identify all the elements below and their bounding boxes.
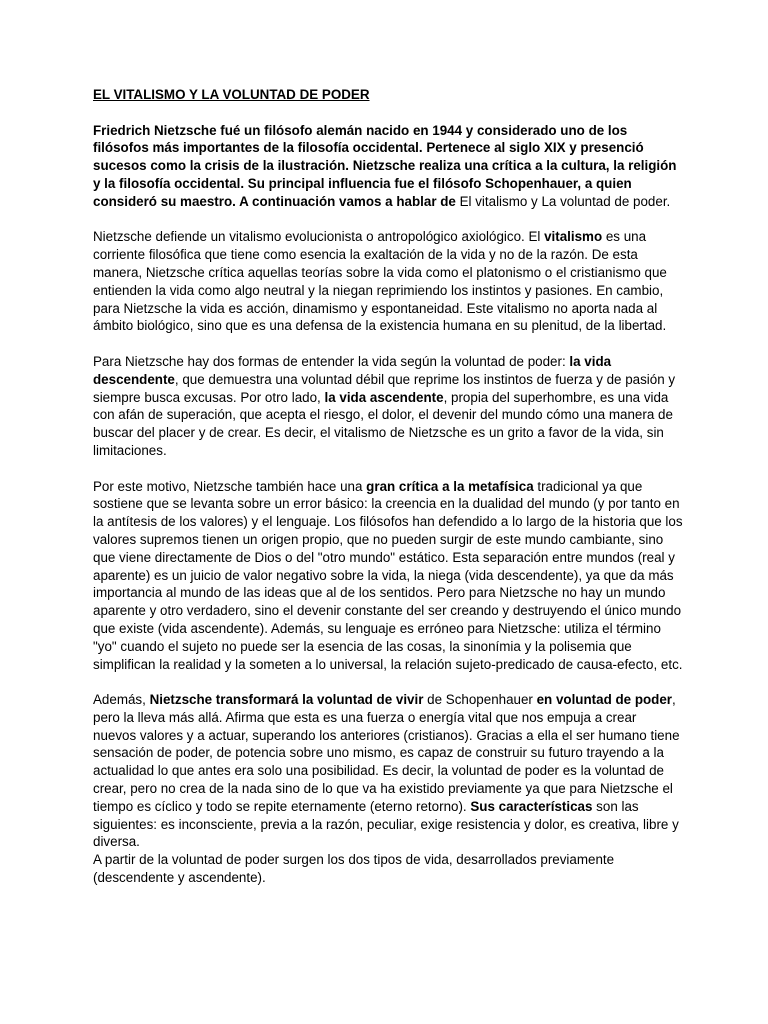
run: , que demuestra una voluntad débil que reprime los instintos de fuerza y de pasión y siempre busca excusas. Por otro lado, (93, 371, 676, 405)
run: Por este motivo, Nietzsche también hace una (93, 478, 367, 494)
run: de Schopenhauer (423, 692, 537, 708)
paragraph-metafisica (93, 478, 683, 674)
run: Sus características (470, 798, 593, 814)
run: , pero la lleva más allá. Afirma que esta es una fuerza o energía vital que nos empuja a crear nuevos valores y a actuar, superando los anteriores (cristianos). Gracias a ella el ser humano tiene sensación de poder, de potencia sobre uno mismo, es capaz de construir su futuro trayendo a la actualidad lo que antes era solo una posibilidad. Es decir, la voluntad de poder es la voluntad de crear, pero no crea de la nada sino de lo que va ha existido previamente ya que para Nietzsche el tiempo es cíclico y todo se repite eternamente (eterno retorno). (93, 692, 680, 814)
run: son las siguientes: es inconsciente, previa a la razón, peculiar, exige resistencia y dolor, es creativa, libre y diversa. (93, 798, 679, 850)
run: es una corriente filosófica que tiene como esencia la exaltación de la vida y no de la razón. De esta manera, Nietzsche crítica aquellas teorías sobre la vida como el platonismo o el cristianismo que entienden la vida como algo neutral y la niegan reprimiendo los instintos y pasiones. En cambio, para Nietzsche la vida es acción, dinamismo y espontaneidad. Este vitalismo no aporta nada al ámbito biológico, sino que es una defensa de la existencia humana en su plenitud, de la libertad. (93, 229, 667, 334)
run: Nietzsche defiende un vitalismo evolucionista o antropológico axiológico. El (93, 229, 545, 245)
run: El vitalismo y La voluntad de poder. (455, 193, 671, 209)
paragraph-voluntad-de-poder (93, 691, 683, 851)
run: la vida descendente (93, 353, 612, 387)
run: tradicional ya que sostiene que se levanta sobre un error básico: la creencia en la dualidad del mundo (y por tanto en la antítesis de los valores) y el lenguaje. Los filósofos han defendido a lo largo de la historia que los valores supremos tienen un origen propio, que no pueden surgir de este mundo cambiante, sino que viene directamente de Dios o del "otro mundo" estático. Esta separación entre mundos (real y aparente) es un juicio de valor negativo sobre la vida, la niega (vida descendente), ya que da más importancia al mundo de las ideas que al de los sentidos. Pero para Nietzsche no hay un mundo aparente y otro verdadero, sino el devenir constante del ser creando y destruyendo el único mundo que existe (vida ascendente). Además, su lenguaje es erróneo para Nietzsche: utiliza el término "yo" cuando el sujeto no puede ser la esencia de las cosas, la sinonímia y la polisemia que simplifican la realidad y la someten a lo universal, la relación sujeto-predicado de causa-efecto, etc. (93, 478, 683, 672)
run: , propia del superhombre, es una vida con afán de superación, que acepta el riesgo, el dolor, el devenir del mundo cómo una manera de buscar del placer y de crear. Es decir, el vitalismo de Nietzsche es un grito a favor de la vida, sin limitaciones. (93, 389, 673, 458)
run: Nietzsche transformará la voluntad de vivir (149, 692, 424, 708)
paragraph-intro (93, 122, 683, 211)
run: gran crítica a la metafísica (366, 478, 534, 494)
document-page (93, 86, 683, 887)
run: Para Nietzsche hay dos formas de entender la vida según la voluntad de poder: (93, 353, 570, 369)
run: en voluntad de poder (536, 692, 673, 708)
run: la vida ascendente (324, 389, 444, 405)
run: Además, (93, 692, 150, 708)
document-title: EL VITALISMO Y LA VOLUNTAD DE PODER (93, 87, 370, 102)
paragraph-formas-de-vida (93, 353, 683, 460)
run: vitalismo (544, 229, 603, 245)
run: Friedrich Nietzsche fué un filósofo alemán nacido en 1944 y considerado uno de los filósofos más importantes de la filosofía occidental. Pertenece al siglo XIX y presenció sucesos como la crisis de la ilustración. Nietzsche realiza una crítica a la cultura, la religión y la filosofía occidental. Su principal influencia fue el filósofo Schopenhauer, a quien consideró su maestro. A continuación vamos a hablar de (93, 122, 677, 209)
paragraph-vitalismo (93, 228, 683, 335)
run: A partir de la voluntad de poder surgen los dos tipos de vida, desarrollados previamente (descendente y ascendente). (93, 852, 615, 886)
paragraph-conclusion (93, 851, 683, 887)
